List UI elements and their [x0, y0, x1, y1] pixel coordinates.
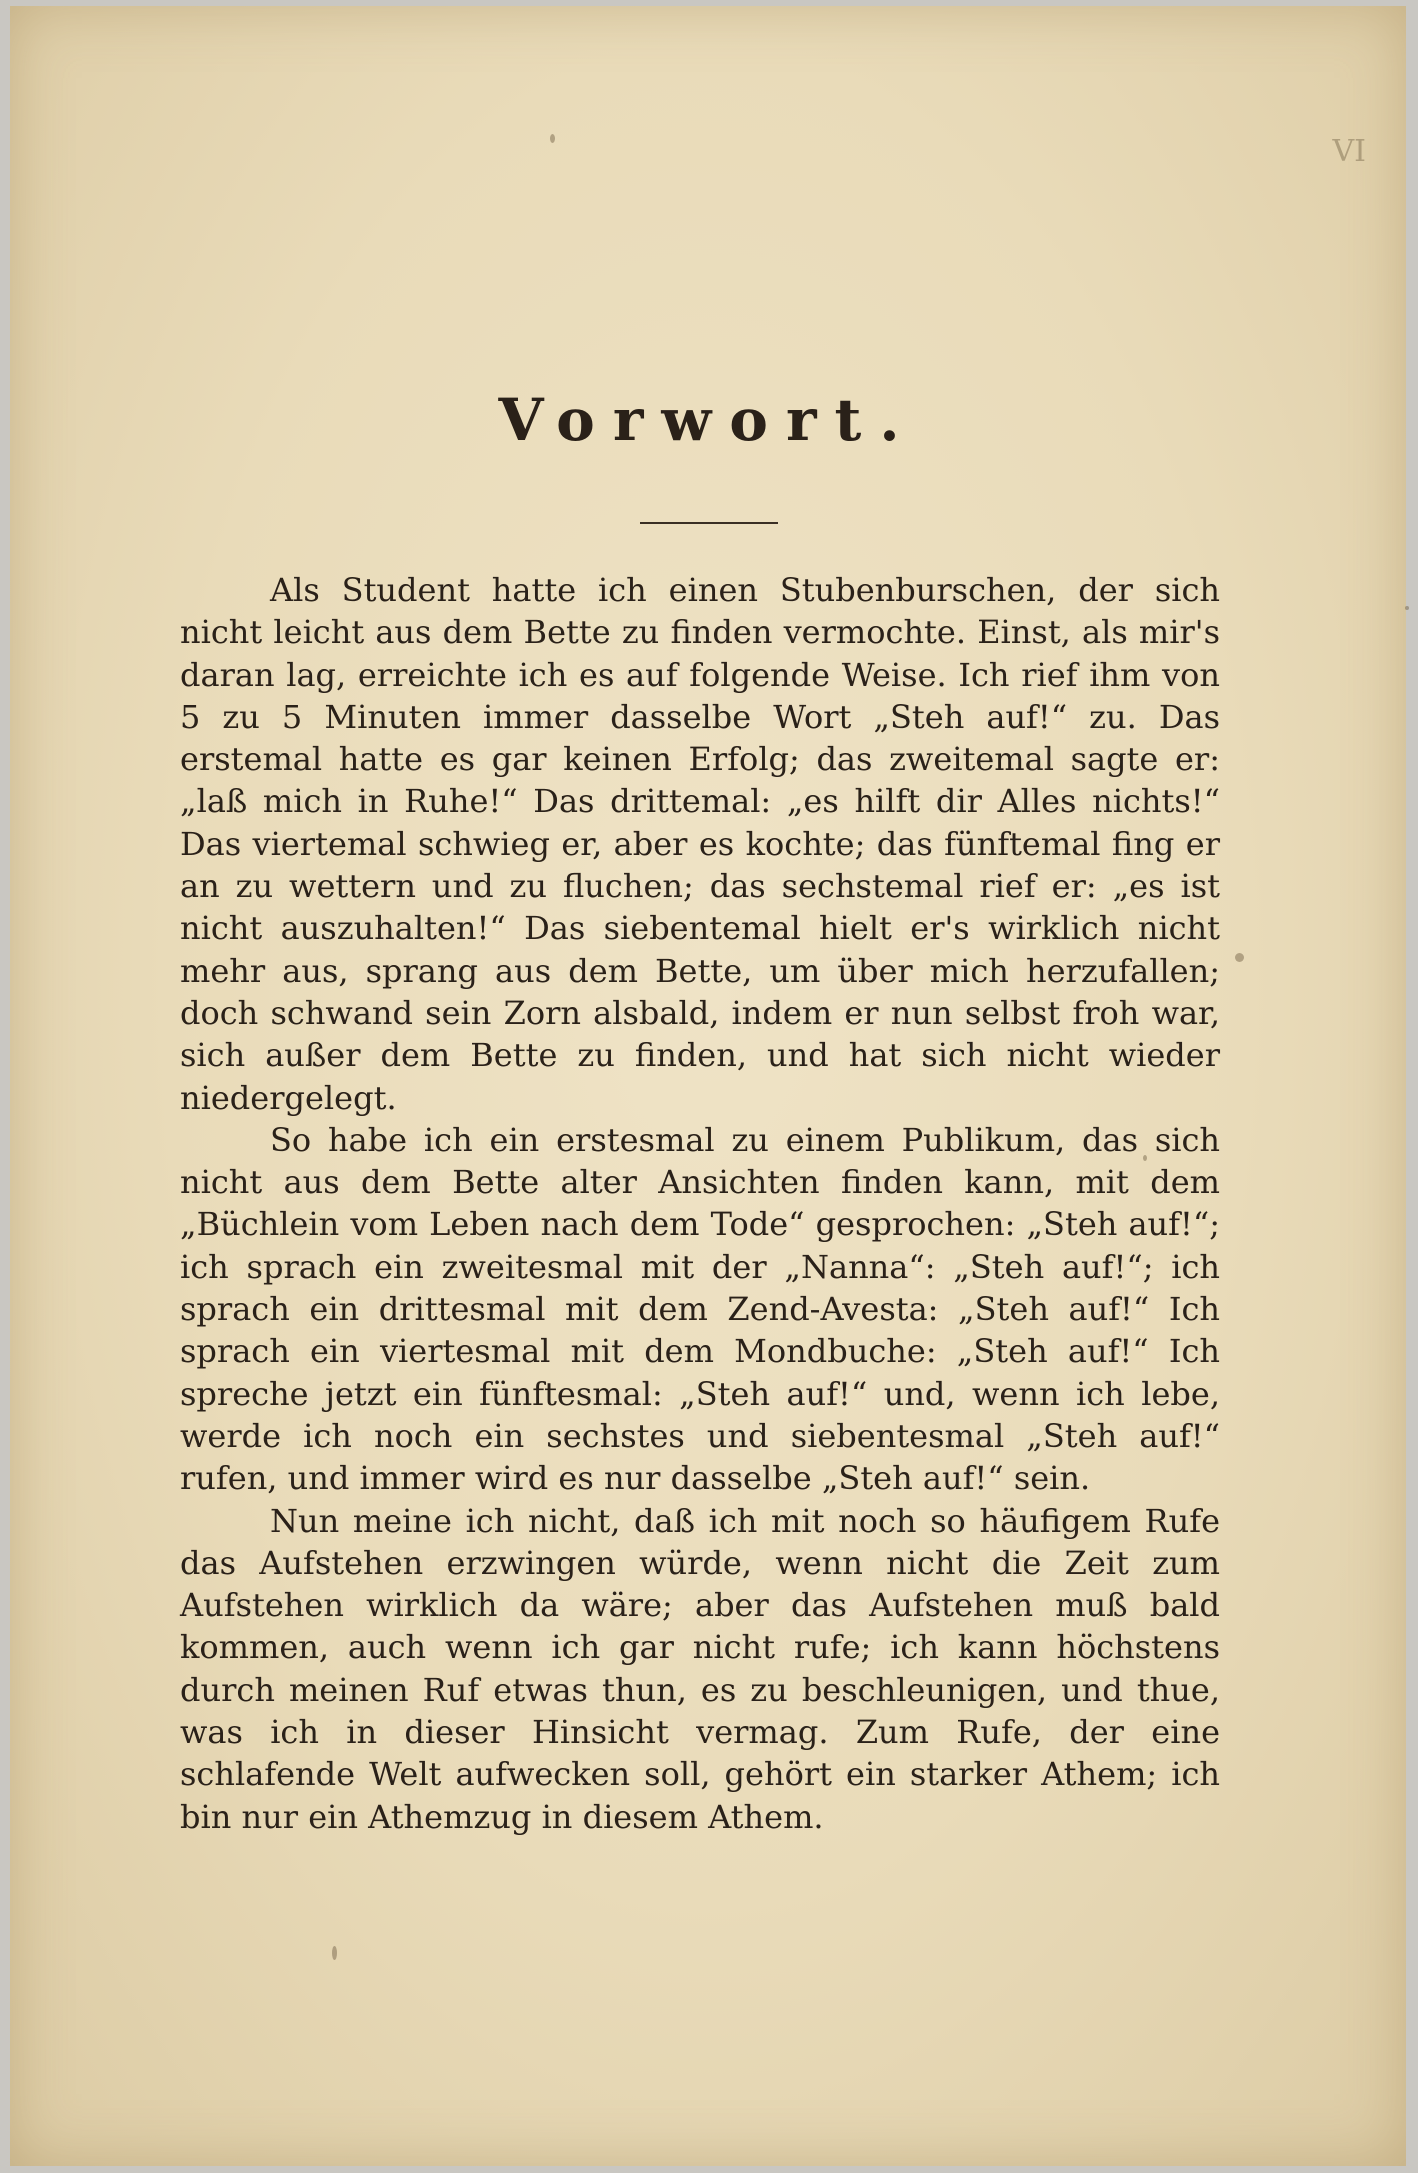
book-page — [10, 6, 1406, 2166]
paper-speck — [550, 134, 555, 143]
page-title: Vorwort. — [498, 386, 918, 454]
paper-speck — [1405, 606, 1409, 610]
body-text — [180, 569, 1220, 1838]
paper-speck — [332, 1946, 337, 1960]
paper-speck — [1143, 1155, 1147, 1161]
paragraph: Nun meine ich nicht, daß ich mit noch so häufigem Rufe das Aufstehen erzwingen würde, wenn nicht die Zeit zum Aufstehen wirklich da wäre; aber das Aufstehen muß bald kommen, auch wenn ich gar nicht rufe; ich kann höchstens durch meinen Ruf etwas thun, es zu beschleunigen, und thue, was ich in dieser Hinsicht vermag. Zum Rufe, der eine schlafende Welt aufwecken soll, gehört ein starker Athem; ich bin nur ein Athemzug in diesem Athem. — [180, 1501, 1220, 1836]
paper-speck — [1235, 953, 1244, 962]
page-number: VI — [1332, 134, 1366, 169]
title-rule — [640, 522, 778, 524]
paragraph: Als Student hatte ich einen Stubenburschen, der sich nicht leicht aus dem Bette zu finden vermochte. Einst, als mir's daran lag, erreichte ich es auf folgende Weise. Ich rief ihm von 5 zu 5 Minuten immer dasselbe Wort „Steh auf!“ zu. Das erstemal hatte es gar keinen Erfolg; das zweitemal sagte er: „laß mich in Ruhe!“ Das drittemal: „es hilft dir Alles nichts!“ Das viertemal schwieg er, aber es kochte; das fünftemal fing er an zu wettern und zu fluchen; das sechstemal rief er: „es ist nicht auszuhalten!“ Das siebentemal hielt er's wirklich nicht mehr aus, sprang aus dem Bette, um über mich herzufallen; doch schwand sein Zorn alsbald, indem er nun selbst froh war, sich außer dem Bette zu finden, und hat sich nicht wieder niedergelegt. — [180, 571, 1220, 1117]
paragraph: So habe ich ein erstesmal zu einem Publikum, das sich nicht aus dem Bette alter Ansichten finden kann, mit dem „Büchlein vom Leben nach dem Tode“ gesprochen: „Steh auf!“; ich sprach ein zweitesmal mit der „Nanna“: „Steh auf!“; ich sprach ein drittesmal mit dem Zend-Avesta: „Steh auf!“ Ich sprach ein viertesmal mit dem Mondbuche: „Steh auf!“ Ich spreche jetzt ein fünftesmal: „Steh auf!“ und, wenn ich lebe, werde ich noch ein sechstes und siebentesmal „Steh auf!“ rufen, und immer wird es nur dasselbe „Steh auf!“ sein. — [180, 1120, 1220, 1498]
